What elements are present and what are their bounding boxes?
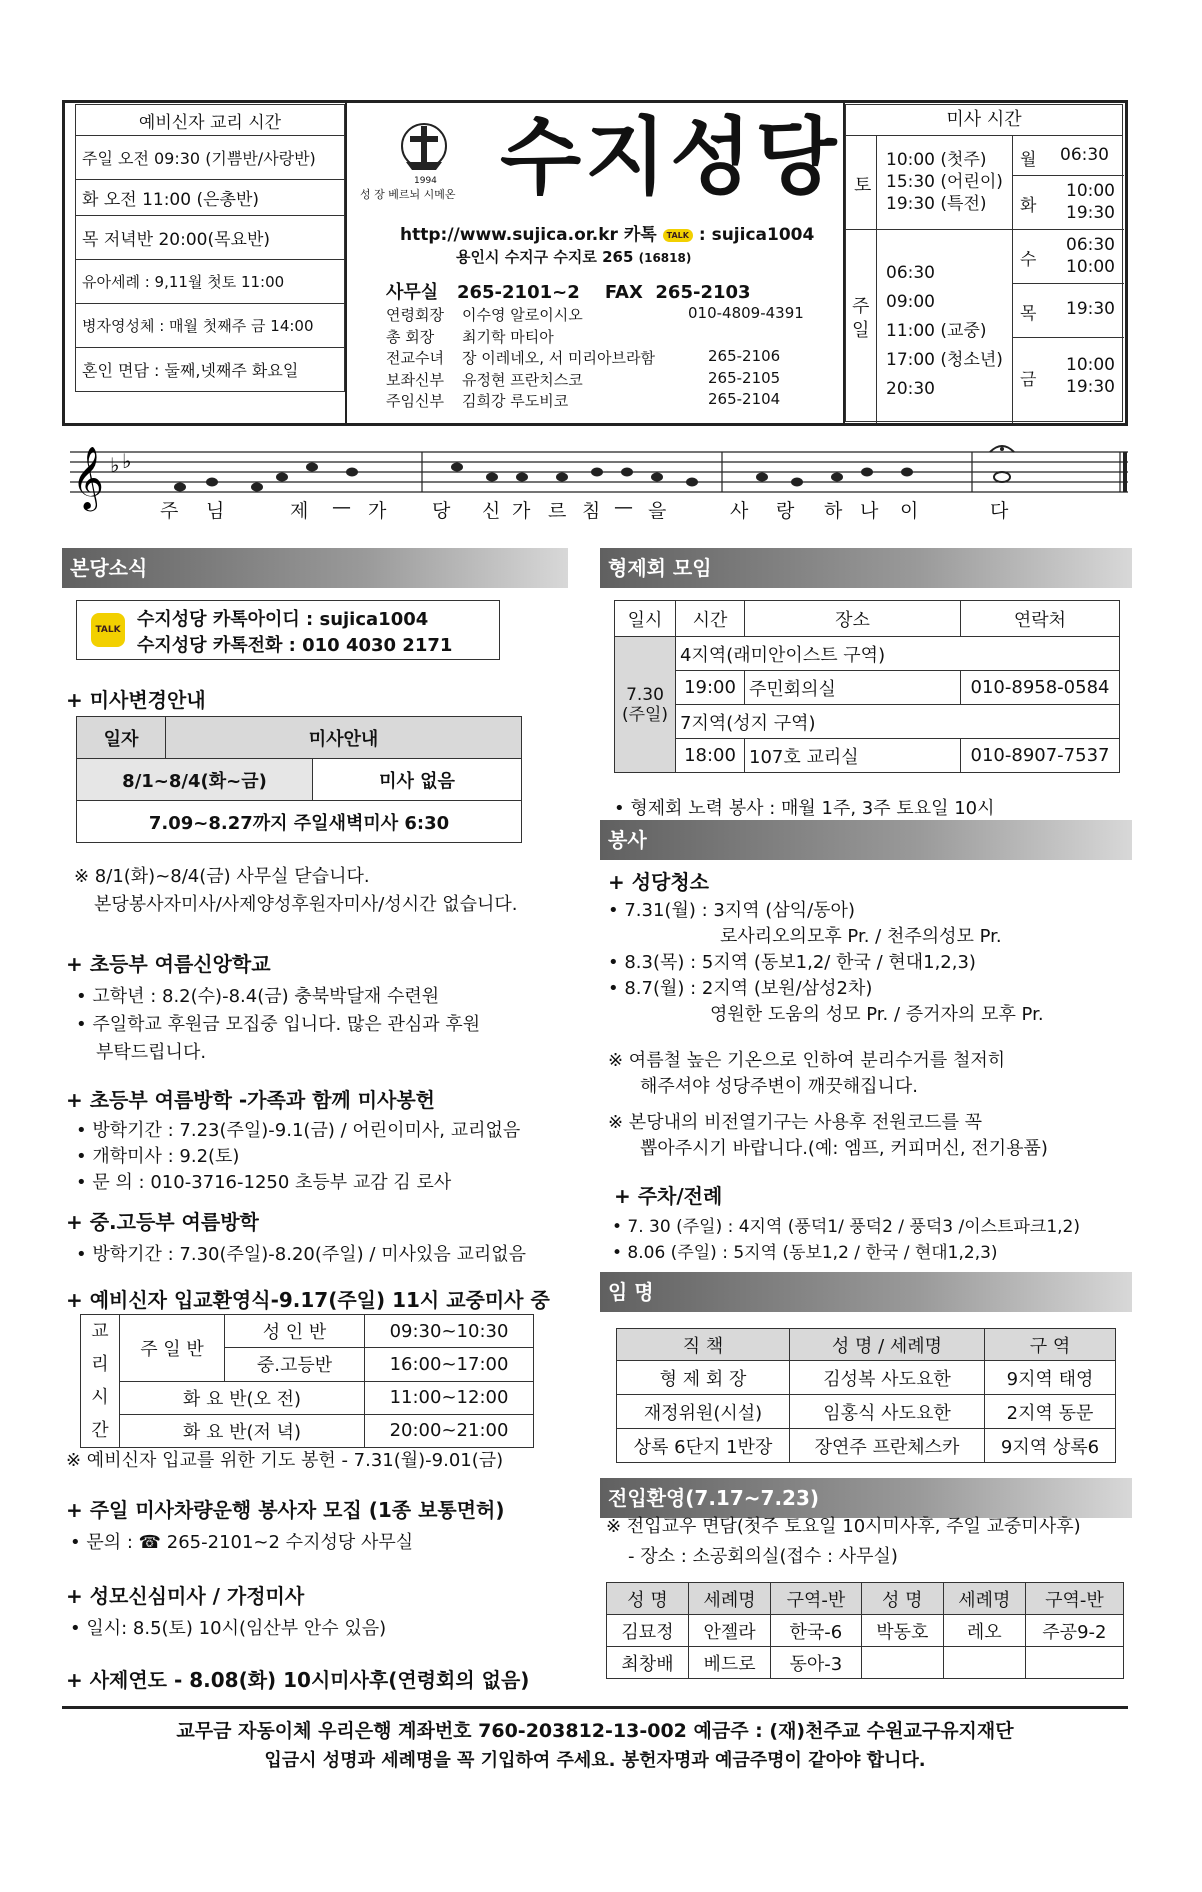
newcomer-cell: 최창배 [607,1647,689,1679]
brotherhood-table [614,600,1120,773]
staff-row [386,347,806,369]
staff-phone: 265-2106 [708,347,781,365]
staff-name: 이수영 알로이시오 [462,306,583,324]
brotherhood-date: 7.30 (주일) [615,637,676,773]
catechumen-row: 병자영성체 : 매월 첫째주 금 14:00 [76,304,345,348]
summer-school-item: 부탁드립니다. [96,1042,207,1063]
staff-role: 총 회장 [386,327,435,346]
weekday-time: 06:30 [1066,235,1115,255]
staff-role: 보좌신부 [386,370,444,389]
summer-school-item: • 고학년 : 8.2(수)-8.4(금) 충북박달재 수련원 [76,986,440,1007]
sat-times [886,149,1003,215]
side-char: 시 [91,1387,109,1408]
kakao-id-line: 수지성당 카톡아이디 : sujica1004 [137,609,429,630]
lyric-syllable: 이 [900,500,919,522]
appointment-area: 9지역 상록6 [985,1429,1116,1463]
summer-break-item: • 방학기간 : 7.23(주일)-9.1(금) / 어린이미사, 교리없음 [76,1120,521,1141]
newcomer-cell [861,1647,943,1679]
cleaning-item: • 7.31(월) : 3지역 (삼익/동아) [608,900,855,921]
brotherhood-head: 연락처 [961,601,1120,637]
newcomers-head: 구역-반 [771,1583,862,1615]
cleaning-item: 로사리오의모후 Pr. / 천주의성모 Pr. [720,926,1002,947]
weekday-tue [1020,181,1115,223]
appointment-person: 임홍식 사도요한 [790,1395,985,1429]
side-char: 리 [91,1354,109,1375]
brotherhood-time: 19:00 [676,671,745,705]
fax-label: FAX [604,282,643,303]
office-label: 사무실 [386,282,439,303]
class-time: 16:00~17:00 [365,1348,534,1381]
cleaning-title: + 성당청소 [608,870,710,894]
newcomers-head: 성 명 [861,1583,943,1615]
weekday-time: 19:30 [1066,377,1115,397]
staff-row [386,304,806,326]
website-line [400,220,814,245]
class-time: 11:00~12:00 [365,1381,534,1414]
lyric-syllable: 당 [432,500,451,522]
catechumen-prayer-note: ※ 예비신자 입교를 위한 기도 봉헌 - 7.31(월)-9.01(금) [66,1450,504,1471]
class-name: 화 요 반(저 녁) [120,1414,365,1447]
summer-break-title: + 초등부 여름방학 -가족과 함께 미사봉헌 [66,1088,435,1112]
office-note: ※ 8/1(화)~8/4(금) 사무실 닫습니다. [74,866,370,887]
parish-name: 수지성당 [500,108,841,206]
hymn-lyrics [160,496,1060,522]
kakao-box [76,600,500,660]
svg-text:♭: ♭ [110,453,120,477]
office-phone: 265-2101~2 [456,282,580,303]
staff-name: 장 이레네오, 서 미리아브라함 [462,349,655,367]
parking-item: • 7. 30 (주일) : 4지역 (풍덕1/ 풍덕2 / 풍덕3 /이스트파크1,2) [612,1217,1080,1237]
class-time: 20:00~21:00 [365,1414,534,1447]
lyric-syllable: 신 [482,500,501,522]
weekday-time: 19:30 [1066,299,1115,319]
newcomer-cell: 베드로 [689,1647,771,1679]
lyric-syllable: 나 [860,500,879,522]
staff-role: 연령회장 [386,306,444,324]
footer-notice: 입금시 성명과 세례명을 꼭 기입하여 주세요. 봉헌자명과 예금주명이 같아야 합니다. [264,1750,926,1771]
summer-school-title: + 초등부 여름신앙학교 [66,952,271,976]
catechumen-welcome-title: + 예비신자 입교환영식-9.17(주일) 11시 교중미사 중 [66,1288,550,1312]
section-brotherhood: 형제회 모임 [600,548,1132,588]
section-parish-news: 본당소식 [62,548,568,588]
parking-item: • 8.06 (주일) : 5지역 (동보1,2 / 한국 / 현대1,2,3) [612,1243,998,1263]
brotherhood-phone: 010-8958-0584 [961,671,1120,705]
weekday-time: 10:00 [1066,355,1115,375]
marian-item: • 일시: 8.5(토) 10시(임산부 안수 있음) [70,1618,387,1639]
brotherhood-time: 18:00 [676,739,745,773]
newcomers-note: ※ 전입교우 면담(첫주 토요일 10시미사후, 주일 교중미사후) [606,1516,1081,1537]
newcomer-cell [943,1647,1025,1679]
mass-change-info: 미사 없음 [313,759,522,801]
weekday-label: 월 [1020,150,1037,170]
staff-name: 유정현 프란치스코 [462,370,583,389]
weekday-label: 목 [1020,304,1037,324]
footer-account: 교무금 자동이체 우리은행 계좌번호 760-203812-13-002 예금주 : (재)천주교 수원교구유지재단 [176,1720,1014,1742]
mass-change-head: 일자 [77,717,166,759]
newcomer-cell: 김묘정 [607,1615,689,1647]
website-link[interactable]: http://www.sujica.or.kr [400,225,618,245]
priest-memorial-title: + 사제연도 - 8.08(화) 10시미사후(연령회의 없음) [66,1668,530,1692]
weekday-mon [1020,145,1109,170]
lyric-syllable: 제 [290,500,309,522]
appointment-person: 장연주 프란체스카 [790,1429,985,1463]
sat-label: 토 [854,175,872,196]
footer-rule [62,1706,1128,1709]
catechumen-class-table [80,1314,534,1448]
brotherhood-note: • 형제회 노력 봉사 : 매월 1주, 3주 토요일 10시 [614,798,995,819]
kakao-talk-icon: TALK [91,613,125,647]
weekday-time: 10:00 [1066,181,1115,201]
weekday-fri [1020,355,1115,397]
class-name: 중.고등반 [225,1348,365,1381]
weekday-label: 금 [1020,370,1037,390]
lyric-syllable: 랑 [776,500,795,522]
postcode: (16818) [638,251,692,265]
appointment-table [616,1328,1116,1463]
sun-times [886,259,1003,404]
brotherhood-head: 일시 [615,601,676,637]
service-note: ※ 본당내의 비전열기구는 사용후 전원코드를 꼭 [608,1112,983,1133]
summer-break-item: • 개학미사 : 9.2(토) [76,1146,240,1167]
brotherhood-head: 시간 [676,601,745,637]
lyric-syllable: — [614,496,633,518]
lyric-syllable: 하 [824,500,843,522]
weekday-time: 06:30 [1060,145,1109,165]
appointment-area: 2지역 동문 [985,1395,1116,1429]
kakao-phone-line: 수지성당 카톡전화 : 010 4030 2171 [137,635,453,656]
newcomers-head: 성 명 [607,1583,689,1615]
newcomers-note: - 장소 : 소공회의실(접수 : 사무실) [628,1546,898,1567]
youth-break-title: + 중.고등부 여름방학 [66,1210,259,1234]
mass-schedule [845,104,1123,422]
staff-phone: 265-2104 [708,390,781,408]
newcomer-cell: 주공9-2 [1025,1615,1123,1647]
newcomer-cell: 안젤라 [689,1615,771,1647]
staff-list [386,304,806,412]
sun-time: 20:30 [886,379,935,399]
catechumen-side-label [81,1315,120,1448]
kakao-id: : sujica1004 [698,225,815,245]
newcomers-head: 세례명 [689,1583,771,1615]
address-line [456,246,691,267]
catechumen-schedule [75,104,345,392]
catechumen-row: 혼인 면담 : 둘째,넷째주 화요일 [76,348,345,392]
lyric-syllable: 님 [206,500,225,522]
newcomer-cell: 한국-6 [771,1615,862,1647]
cleaning-item: • 8.3(목) : 5지역 (동보1,2/ 한국 / 현대1,2,3) [608,952,976,973]
driver-item: • 문의 : ☎ 265-2101~2 수지성당 사무실 [70,1532,414,1553]
appointment-area: 9지역 태영 [985,1361,1116,1395]
summer-break-item: • 문 의 : 010-3716-1250 초등부 교감 김 로사 [76,1172,452,1193]
side-char: 교 [91,1321,109,1342]
sun-time: 09:00 [886,292,935,312]
lyric-syllable: 사 [730,500,749,522]
mass-change-table [76,716,522,843]
newcomer-cell: 레오 [943,1615,1025,1647]
catechumen-row: 목 저녁반 20:00(목요반) [76,216,345,260]
weekday-time: 10:00 [1066,257,1115,277]
logo-year: 1994 [414,176,437,186]
treble-clef-icon: 𝄞 [72,446,104,509]
cleaning-item: 영원한 도움의 성모 Pr. / 증거자의 모후 Pr. [710,1004,1044,1025]
weekday-label: 수 [1020,250,1037,270]
sat-time: 15:30 (어린이) [886,172,1003,192]
newcomer-cell: 동아-3 [771,1647,862,1679]
appointment-head: 직 책 [617,1329,790,1361]
driver-title: + 주일 미사차량운행 봉사자 모집 (1종 보통면허) [66,1498,505,1522]
staff-role: 전교수녀 [386,349,444,367]
staff-row [386,390,806,412]
appointment-person: 김성복 사도요한 [790,1361,985,1395]
weekday-time: 19:30 [1066,203,1115,223]
class-time: 09:30~10:30 [365,1315,534,1348]
newcomer-cell [1025,1647,1123,1679]
sunday-class-label: 주 일 반 [120,1315,225,1382]
mass-change-note: 7.09~8.27까지 주일새벽미사 6:30 [77,801,522,843]
catechumen-row: 유아세례 : 9,11월 첫토 11:00 [76,260,345,304]
office-line [386,278,751,304]
section-newcomers: 전입환영(7.17~7.23) [600,1478,1132,1518]
class-name: 화 요 반(오 전) [120,1381,365,1414]
appointment-head: 구 역 [985,1329,1116,1361]
sun-time: 11:00 (교중) [886,321,987,341]
brotherhood-place: 107호 교리실 [745,739,961,773]
brotherhood-head: 장소 [745,601,961,637]
mass-title: 미사 시간 [846,105,1122,136]
class-name: 성 인 반 [225,1315,365,1348]
staff-phone: 010-4809-4391 [688,304,804,322]
catechumen-row: 주일 오전 09:30 (기쁨반/사랑반) [76,136,345,180]
service-note: ※ 여름철 높은 기온으로 인하여 분리수거를 철저히 [608,1050,1006,1071]
fax-number: 265-2103 [655,282,751,303]
newcomer-cell: 박동호 [861,1615,943,1647]
marian-title: + 성모신심미사 / 가정미사 [66,1584,305,1608]
lyric-syllable: 을 [648,500,667,522]
appointment-role: 상록 6단지 1반장 [617,1429,790,1463]
mass-change-title: + 미사변경안내 [66,688,206,712]
brotherhood-phone: 010-8907-7537 [961,739,1120,773]
lyric-syllable: 가 [512,500,531,522]
kakao-talk-icon: TALK [663,229,693,242]
sat-time: 10:00 (첫주) [886,150,987,170]
section-service: 봉사 [600,820,1132,860]
lyric-syllable: 침 [582,500,601,522]
newcomers-head: 구역-반 [1025,1583,1123,1615]
staff-row [386,369,806,391]
summer-school-item: • 주일학교 후원금 모집중 입니다. 많은 관심과 후원 [76,1014,481,1035]
newcomers-table [606,1582,1124,1679]
side-char: 간 [91,1420,109,1441]
appointment-role: 재정위원(시설) [617,1395,790,1429]
staff-name: 김희강 루도비코 [462,392,569,410]
section-appointment: 임 명 [600,1272,1132,1312]
sat-time: 19:30 (특전) [886,194,987,214]
weekday-wed [1020,235,1115,277]
svg-text:♭: ♭ [122,449,132,473]
logo-patron: 성 장 베르뇌 시메온 [360,188,456,201]
cleaning-item: • 8.7(월) : 2지역 (보원/삼성2차) [608,978,873,999]
sun-label: 주일 [852,296,870,341]
brotherhood-place: 주민회의실 [745,671,961,705]
lyric-syllable: 주 [160,500,179,522]
sun-time: 06:30 [886,263,935,283]
church-cross-icon [392,118,456,178]
service-note: 뽑아주시기 바랍니다.(예: 엠프, 커피머신, 전기용품) [640,1138,1048,1159]
lyric-syllable: 다 [990,500,1009,522]
catechumen-title: 예비신자 교리 시간 [76,105,345,136]
lyric-syllable: — [332,496,351,518]
hymn-notes [174,463,1010,492]
address: 용인시 수지구 수지로 265 [456,248,634,266]
staff-row [386,326,806,348]
staff-name: 최기학 마티아 [462,327,554,346]
appointment-head: 성 명 / 세례명 [790,1329,985,1361]
lyric-syllable: 르 [548,500,567,522]
brotherhood-area: 7지역(성지 구역) [676,705,1120,739]
sun-time: 17:00 (청소년) [886,350,1003,370]
appointment-role: 형 제 회 장 [617,1361,790,1395]
lyric-syllable: 가 [368,500,387,522]
catechumen-row: 화 오전 11:00 (은총반) [76,180,345,216]
brotherhood-area: 4지역(래미안이스트 구역) [676,637,1120,671]
parking-title: + 주차/전례 [614,1184,723,1208]
mass-change-date: 8/1~8/4(화~금) [77,759,313,801]
staff-phone: 265-2105 [708,368,781,387]
kakao-label: 카톡 [623,225,657,245]
office-note: 본당봉사자미사/사제양성후원자미사/성시간 없습니다. [94,894,518,915]
youth-break-item: • 방학기간 : 7.30(주일)-8.20(주일) / 미사있음 교리없음 [76,1244,527,1265]
weekday-label: 화 [1020,196,1037,216]
newcomers-head: 세례명 [943,1583,1025,1615]
staff-role: 주임신부 [386,392,444,410]
mass-change-head: 미사안내 [166,717,522,759]
service-note: 해주셔야 성당주변이 깨끗해집니다. [640,1076,918,1097]
weekday-thu [1020,299,1115,324]
